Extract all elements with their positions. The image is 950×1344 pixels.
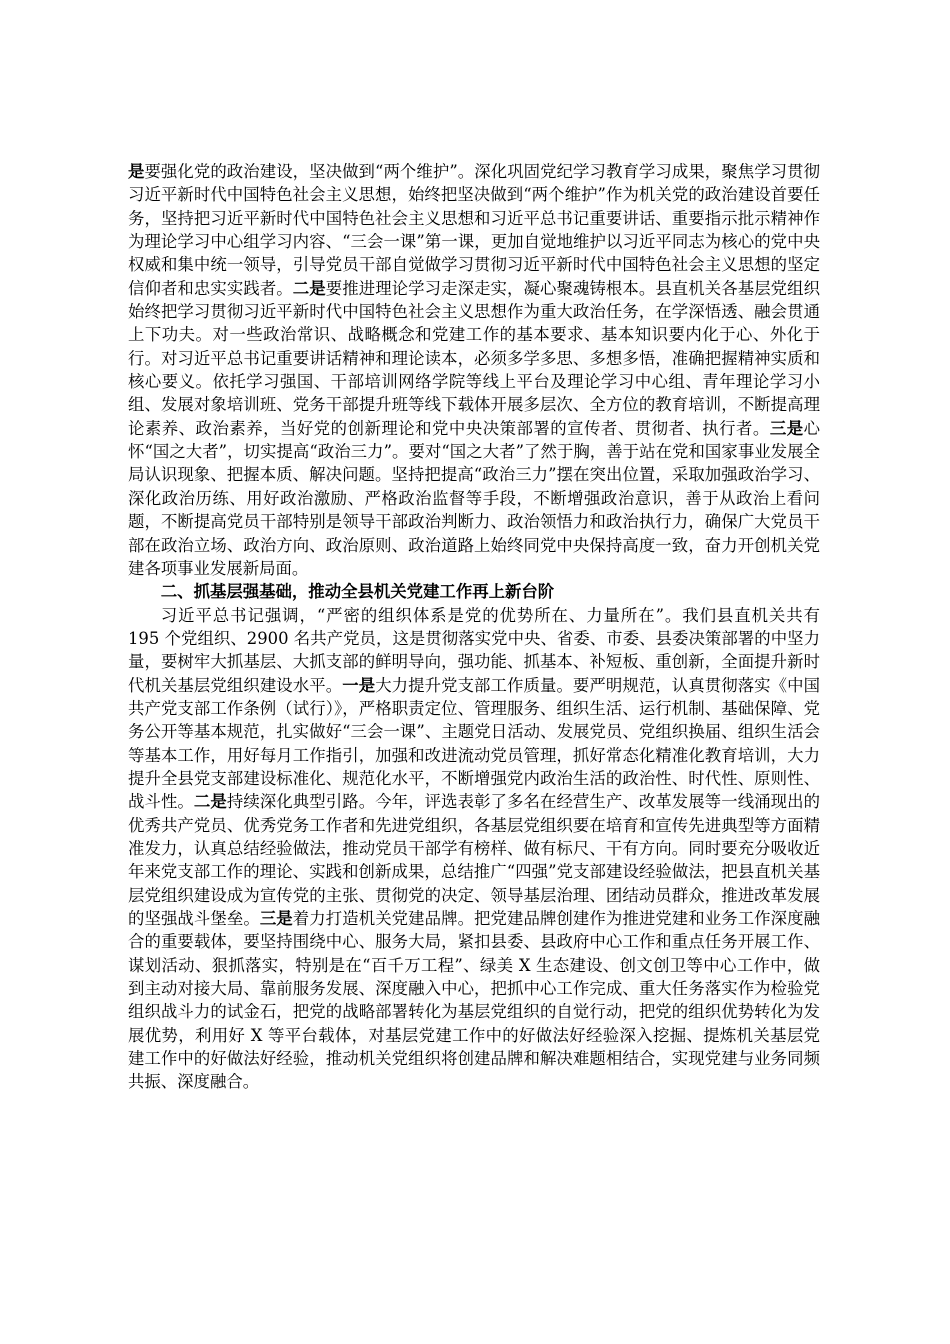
keyword-first: 是 xyxy=(128,162,145,181)
keyword-second: 二是 xyxy=(292,278,326,298)
paragraph-text: 习近平总书记强调，“严密的组织体系是党的优势所在、力量所在”。我们县直机关共有 195 个党组织、2900 名共产党员，这是贯彻落实党中央、省委、市委、县委决策部署的中坚力量，要树牢大抓基层、大抓支部的鲜明导向，强功能、抓基本、补短板、重创新，全面提升新时代机关基层党组织建设水平。 xyxy=(128,605,820,695)
section-heading: 二、抓基层强基础，推动全县机关党建工作再上新台阶 xyxy=(160,582,555,602)
paragraph-text: 着力打造机关党建品牌。把党建品牌创建作为推进党建和业务工作深度融合的重要载体，要坚持围绕中心、服务大局，紧扣县委、县政府中心工作和重点任务开展工作、谋划活动、狠抓落实，特别是在“百千万工程”、绿美 X 生态建设、创文创卫等中心工作中，做到主动对接大局、靠前服务发展、深度融入中心，把抓中心工作完成、重大任务落实作为检验党组织战斗力的试金石，把党的战略部署转化为基层党组织的自觉行动，把党的组织优势转化为发展优势，利用好 X 等平台载体，对基层党建工作中的好做法好经验深入挖掘、提炼机关基层党建工作中的好做法好经验，推动机关党组织将创建品牌和解决难题相结合，实现党建与业务同频共振、深度融合。 xyxy=(128,909,821,1092)
paragraph-text: 持续深化典型引路。今年，评选表彰了多名在经营生产、改革发展等一线涌现出的优秀共产党员、优秀党务工作者和先进党组织，各基层党组织要在培育和宣传先进典型等方面精准发力，认真总结经验做法，推动党员干部学有榜样、做有标尺、干有方向。同时要充分吸收近年来党支部工作的理论、实践和创新成果，总结推广“四强”党支部建设经验做法，把县直机关基层党组织建设成为宣传党的主张、贯彻党的决定、领导基层治理、团结动员群众，推进改革发展的坚强战斗堡垒。 xyxy=(128,792,821,928)
keyword-third: 三是 xyxy=(769,418,804,438)
paragraph-text: 大力提升党支部工作质量。要严明规范，认真贯彻落实《中国共产党支部工作条例（试行）》，严格职责定位、管理服务、组织生活、运行机制、基础保障、党务公开等基本规范，扎实做好“三会一课”、主题党日活动、发展党员、党组织换届、组织生活会等基本工作，用好每月工作指引，加强和改进流动党员管理，抓好常态化精准化教育培训，大力提升全县党支部建设标准化、规范化水平，不断增强党内政治生活的政治性、时代性、原则性、战斗性。 xyxy=(128,675,821,812)
paragraph-grassroots xyxy=(128,604,820,1094)
keyword-first: 一是 xyxy=(342,675,376,695)
document-page xyxy=(128,160,820,1094)
paragraph-text: 心怀“国之大者”，切实提高“政治三力”。要对“国之大者”了然于胸，善于站在党和国家事业发展全局认识现象、把握本质、解决问题。坚持把提高“政治三力”摆在突出位置，采取加强政治学习、深化政治历练、用好政治激励、严格政治监督等手段，不断增强政治意识，善于从政治上看问题，不断提高党员干部特别是领导干部政治判断力、政治领悟力和政治执行力，确保广大党员干部在政治立场、政治方向、政治原则、政治道路上始终同党中央保持高度一致，奋力开创机关党建各项事业发展新局面。 xyxy=(128,418,820,578)
keyword-third: 三是 xyxy=(259,909,293,928)
paragraph-text: 要强化党的政治建设，坚决做到“两个维护”。深化巩固党纪学习教育学习成果，聚焦学习贯彻习近平新时代中国特色社会主义思想，始终把坚决做到“两个维护”作为机关党的政治建设首要任务，坚持把习近平新时代中国特色社会主义思想和习近平总书记重要讲话、重要指示批示精神作为理论学习中心组学习内容、“三会一课”第一课，更加自觉地维护以习近平同志为核心的党中央权威和集中统一领导，引导党员干部自觉做学习贯彻习近平新时代中国特色社会主义思想的坚定信仰者和忠实实践者。 xyxy=(128,162,820,298)
paragraph-political-building xyxy=(128,160,820,580)
keyword-second: 二是 xyxy=(193,792,227,812)
paragraph-text: 要推进理论学习走深走实，凝心聚魂铸根本。县直机关各基层党组织始终把学习贯彻习近平新时代中国特色社会主义思想作为重大政治任务，在学深悟透、融会贯通上下功夫。对一些政治常识、战略概念和党建工作的基本要求、基本知识要内化于心、外化于行。对习近平总书记重要讲话精神和理论读本，必须多学多思、多想多悟，准确把握精神实质和核心要义。依托学习强国、干部培训网络学院等线上平台及理论学习中心组、青年理论学习小组、发展对象培训班、党务干部提升班等线下载体开展多层次、全方位的教育培训，不断提高理论素养、政治素养，当好党的创新理论和党中央决策部署的宣传者、贯彻者、执行者。 xyxy=(128,278,821,438)
